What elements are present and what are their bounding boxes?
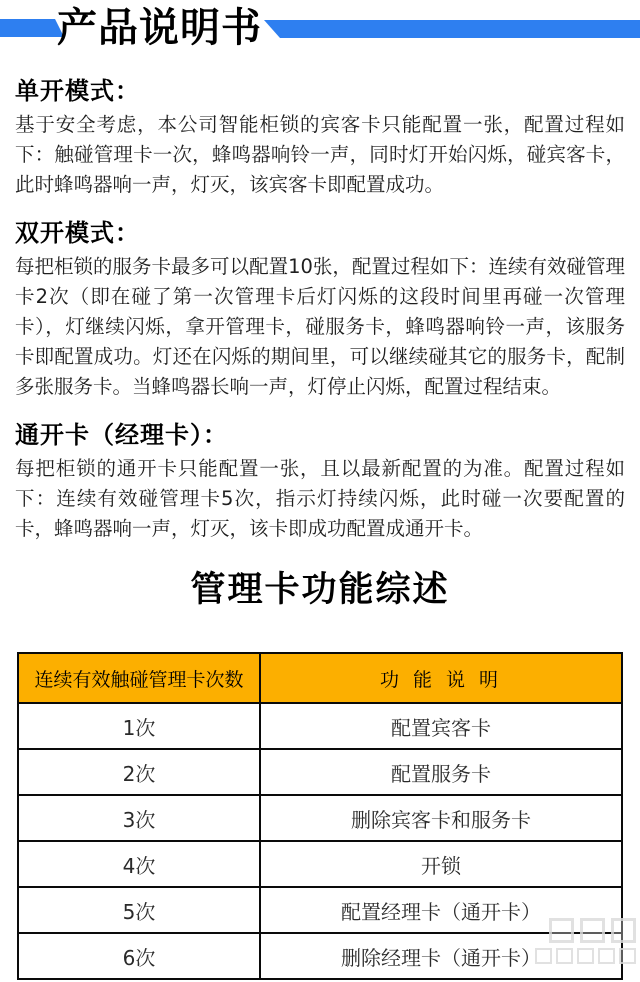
table-row [18, 841, 622, 887]
section-body: 基于安全考虑，本公司智能柜锁的宾客卡只能配置一张，配置过程如下：触碰管理卡一次，蜂鸣器响铃一声，同时灯开始闪烁，碰宾客卡，此时蜂鸣器响一声，灯灭，该宾客卡即配置成功。 [15, 113, 625, 196]
function-cell: 删除经理卡（通开卡） [260, 933, 622, 979]
section-heading: 单开模式： [15, 77, 140, 105]
table-header-row [18, 653, 622, 703]
banner-right-stripe [264, 20, 640, 38]
function-cell: 开锁 [260, 841, 622, 887]
section-double-open-mode [15, 219, 625, 402]
page-title: 产品说明书 [57, 5, 262, 51]
header-banner [0, 0, 640, 58]
function-cell: 配置宾客卡 [260, 703, 622, 749]
section-master-card [15, 421, 625, 544]
table-row [18, 749, 622, 795]
table-row [18, 703, 622, 749]
table-row [18, 795, 622, 841]
table-row [18, 887, 622, 933]
touch-count-cell: 2次 [18, 749, 260, 795]
management-card-function-table [17, 652, 623, 980]
table-row [18, 933, 622, 979]
section-heading: 双开模式： [15, 219, 140, 247]
table-header-touch-count: 连续有效触碰管理卡次数 [18, 653, 260, 703]
touch-count-cell: 3次 [18, 795, 260, 841]
table-header-function: 功 能 说 明 [260, 653, 622, 703]
touch-count-cell: 6次 [18, 933, 260, 979]
section-body: 每把柜锁的服务卡最多可以配置10张，配置过程如下：连续有效碰管理卡2次（即在碰了第一次管理卡后灯闪烁的这段时间里再碰一次管理卡），灯继续闪烁，拿开管理卡，碰服务卡，蜂鸣器响铃一声，该服务卡即配置成功。灯还在闪烁的期间里，可以继续碰其它的服务卡，配制多张服务卡。当蜂鸣器长响一声，灯停止闪烁，配置过程结束。 [15, 255, 625, 398]
section-single-open-mode [15, 77, 625, 200]
function-cell: 删除宾客卡和服务卡 [260, 795, 622, 841]
touch-count-cell: 5次 [18, 887, 260, 933]
manual-content [0, 77, 640, 980]
banner-left-stripe [0, 19, 64, 37]
touch-count-cell: 4次 [18, 841, 260, 887]
section-heading: 通开卡（经理卡）： [15, 421, 228, 449]
touch-count-cell: 1次 [18, 703, 260, 749]
table-title: 管理卡功能综述 [190, 570, 450, 610]
section-body: 每把柜锁的通开卡只能配置一张，且以最新配置的为准。配置过程如下：连续有效碰管理卡5次，指示灯持续闪烁，此时碰一次要配置的卡，蜂鸣器响一声，灯灭，该卡即成功配置成通开卡。 [15, 457, 625, 540]
function-cell: 配置服务卡 [260, 749, 622, 795]
function-cell: 配置经理卡（通开卡） [260, 887, 622, 933]
